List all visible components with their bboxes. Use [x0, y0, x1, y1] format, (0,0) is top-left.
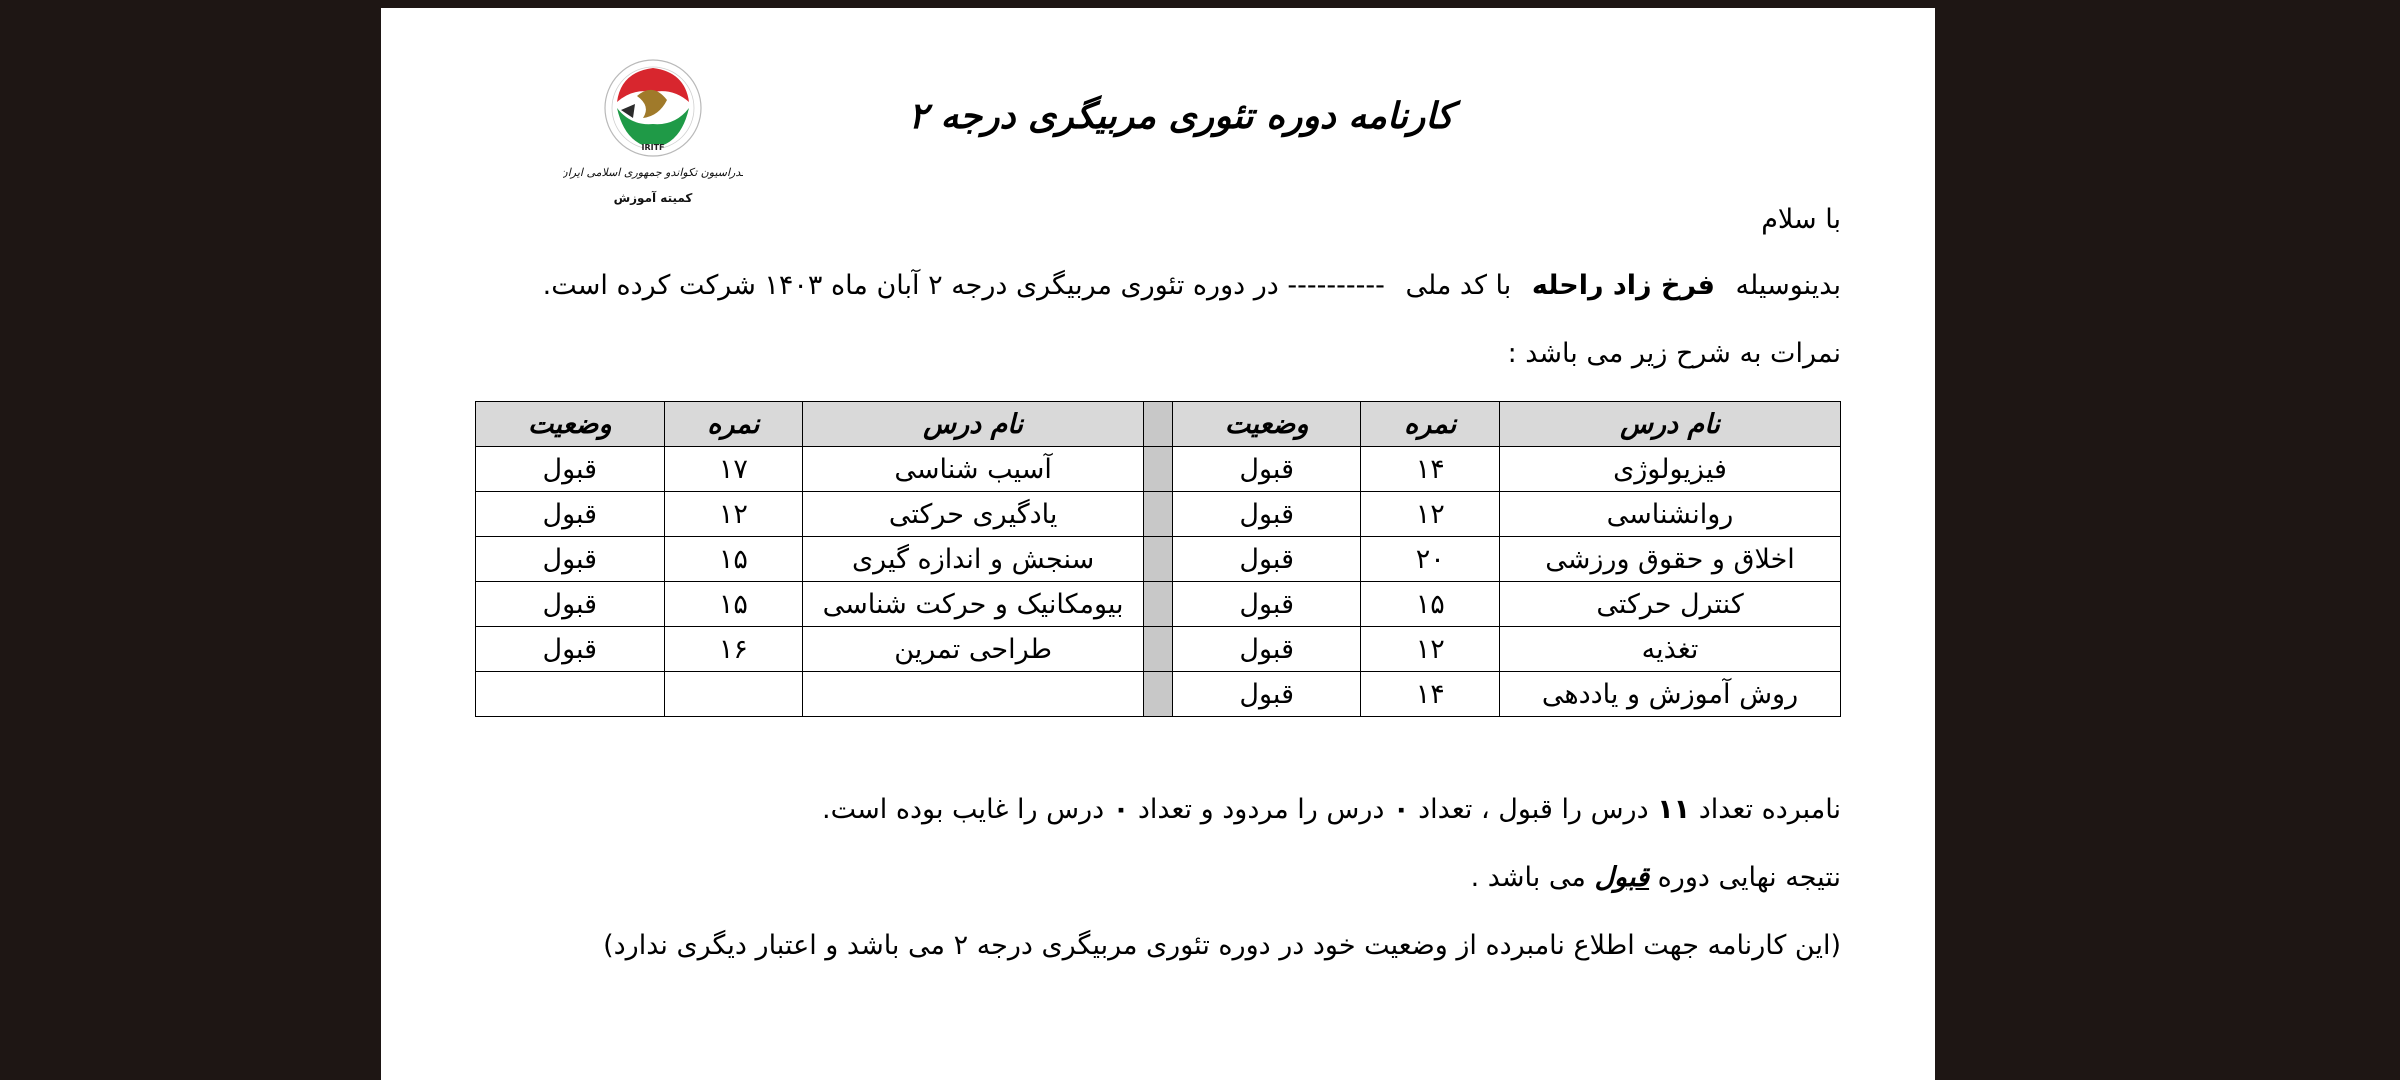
course-score: ۱۵: [1361, 582, 1500, 627]
course-status: قبول: [1172, 672, 1361, 717]
student-name: فرخ زاد راحله: [1531, 270, 1715, 301]
course-status: قبول: [1172, 447, 1361, 492]
greeting: با سلام: [1761, 204, 1841, 235]
course-score: ۱۲: [1361, 492, 1500, 537]
summary-part-3: درس را مردود و تعداد: [1137, 794, 1385, 825]
summary-part-4: درس را غایب بوده است.: [822, 794, 1105, 825]
page-title: کارنامه دوره تئوری مربیگری درجه ۲: [908, 96, 1454, 137]
grades-intro: نمرات به شرح زیر می باشد :: [1507, 338, 1841, 369]
course-score: [664, 672, 803, 717]
course-score: ۱۲: [1361, 627, 1500, 672]
table-row: [476, 672, 1841, 717]
column-separator: [1144, 582, 1173, 627]
course-status: قبول: [1172, 627, 1361, 672]
intro-middle: با کد ملی: [1405, 270, 1512, 301]
course-name: آسیب شناسی: [803, 447, 1144, 492]
course-status: قبول: [1172, 582, 1361, 627]
course-status: قبول: [476, 492, 665, 537]
header-status-right: وضعیت: [1172, 402, 1361, 447]
table-row: [476, 537, 1841, 582]
passed-count: ۱۱: [1657, 794, 1691, 825]
course-status: قبول: [476, 447, 665, 492]
table-row: [476, 492, 1841, 537]
svg-text:IRITF: IRITF: [641, 143, 665, 152]
course-name: سنجش و اندازه گیری: [803, 537, 1144, 582]
course-name: تغذیه: [1500, 627, 1841, 672]
taekwondo-federation-emblem-icon: [563, 52, 743, 227]
summary-part-1: نامبرده تعداد: [1698, 794, 1841, 825]
table-row: [476, 582, 1841, 627]
failed-count: ۰: [1393, 794, 1410, 825]
document-page: [381, 8, 1935, 1080]
course-score: ۱۷: [664, 447, 803, 492]
header-status-left: وضعیت: [476, 402, 665, 447]
course-name: کنترل حرکتی: [1500, 582, 1841, 627]
absent-count: ۰: [1112, 794, 1130, 825]
column-separator: [1144, 672, 1173, 717]
final-result: قبول: [1594, 862, 1650, 893]
course-name: طراحی تمرین: [803, 627, 1144, 672]
course-status: قبول: [476, 582, 665, 627]
table-row: [476, 447, 1841, 492]
header-course-right: نام درس: [1500, 402, 1841, 447]
column-separator: [1144, 627, 1173, 672]
course-score: ۱۶: [664, 627, 803, 672]
national-code: ----------: [1287, 270, 1385, 301]
course-status: قبول: [476, 537, 665, 582]
intro-prefix: بدینوسیله: [1735, 270, 1841, 301]
final-suffix: می باشد .: [1470, 862, 1586, 893]
course-score: ۱۴: [1361, 672, 1500, 717]
header-score-right: نمره: [1361, 402, 1500, 447]
course-name: بیومکانیک و حرکت شناسی: [803, 582, 1144, 627]
summary-part-2: درس را قبول ، تعداد: [1418, 794, 1649, 825]
course-name: [803, 672, 1144, 717]
course-name: فیزیولوژی: [1500, 447, 1841, 492]
course-name: روش آموزش و یاددهی: [1500, 672, 1841, 717]
svg-text:کمیته آموزش: کمیته آموزش: [613, 191, 693, 205]
final-result-line: [1471, 862, 1841, 893]
intro-line: [543, 270, 1841, 301]
column-separator: [1144, 447, 1173, 492]
grades-table: [475, 401, 1841, 717]
course-score: ۱۴: [1361, 447, 1500, 492]
grades-table-header: [476, 402, 1841, 447]
column-separator: [1144, 537, 1173, 582]
final-prefix: نتیجه نهایی دوره: [1657, 862, 1841, 893]
federation-logo: [563, 52, 743, 227]
disclaimer-note: (این کارنامه جهت اطلاع نامبرده از وضعیت خود در دوره تئوری مربیگری درجه ۲ می باشد و اعتبار دیگری ندارد): [603, 930, 1841, 961]
summary-line: [822, 794, 1841, 825]
header-course-left: نام درس: [803, 402, 1144, 447]
course-status: قبول: [1172, 492, 1361, 537]
course-name: اخلاق و حقوق ورزشی: [1500, 537, 1841, 582]
course-status: [476, 672, 665, 717]
course-name: روانشناسی: [1500, 492, 1841, 537]
course-score: ۱۲: [664, 492, 803, 537]
course-score: ۱۵: [664, 582, 803, 627]
intro-suffix: در دوره تئوری مربیگری درجه ۲ آبان ماه ۱۴۰۳ شرکت کرده است.: [542, 270, 1279, 301]
course-name: یادگیری حرکتی: [803, 492, 1144, 537]
table-row: [476, 627, 1841, 672]
course-score: ۱۵: [664, 537, 803, 582]
svg-text:فدراسیون تکواندو جمهوری اسلامی: فدراسیون تکواندو جمهوری اسلامی ایران: [563, 166, 743, 179]
column-separator: [1144, 402, 1173, 447]
course-status: قبول: [476, 627, 665, 672]
header-score-left: نمره: [664, 402, 803, 447]
column-separator: [1144, 492, 1173, 537]
course-score: ۲۰: [1361, 537, 1500, 582]
course-status: قبول: [1172, 537, 1361, 582]
